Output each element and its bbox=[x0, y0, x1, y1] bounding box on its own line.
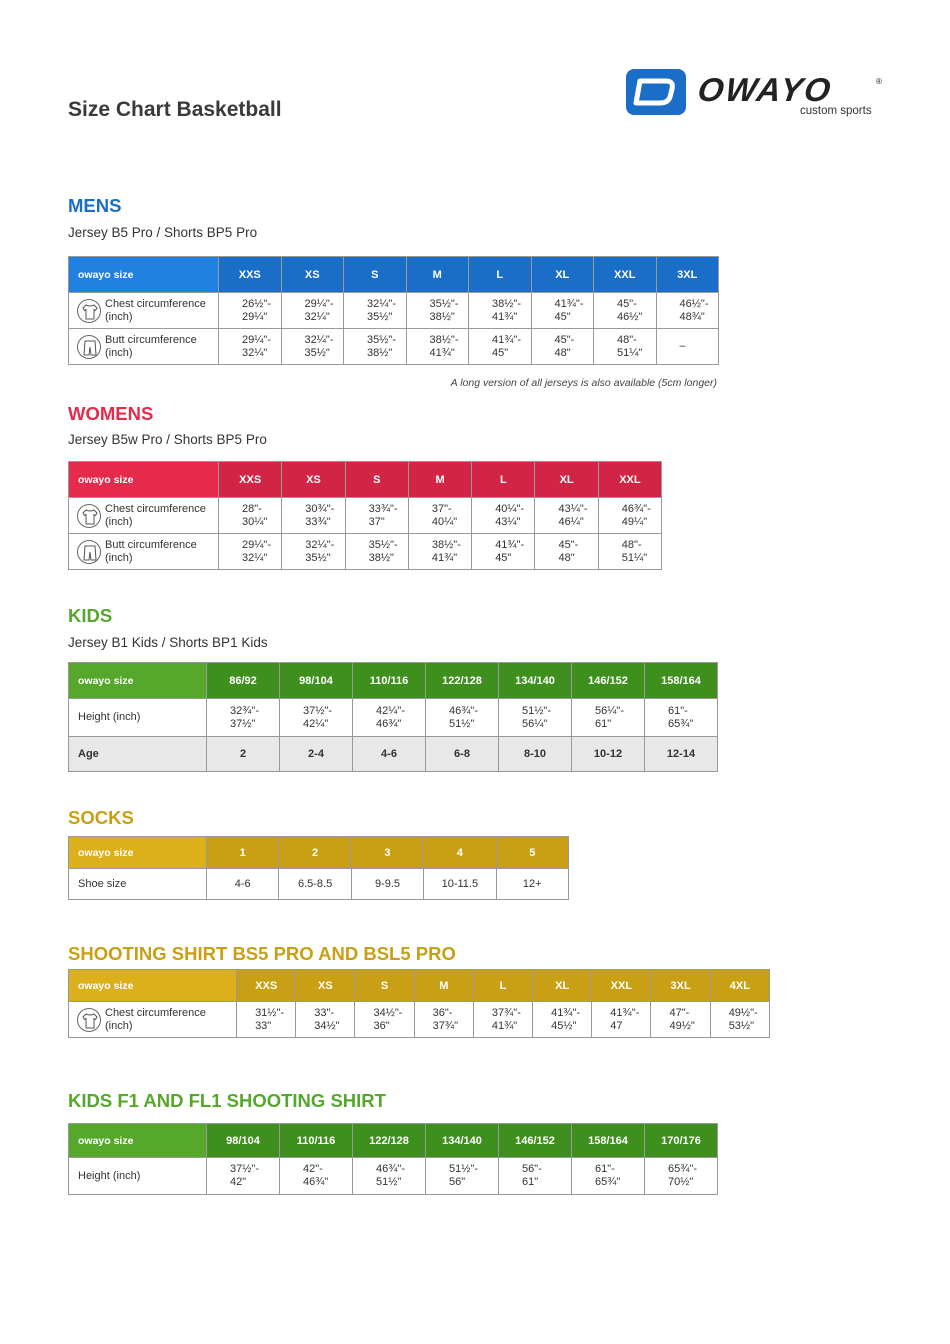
cell-line: 43¼" bbox=[495, 515, 521, 528]
size-cell bbox=[594, 293, 657, 329]
size-header: XS bbox=[296, 970, 355, 1002]
cell-line: 47"- bbox=[669, 1006, 690, 1019]
cell-line: 37½" bbox=[230, 717, 256, 730]
size-cell: 10-11.5 bbox=[424, 869, 496, 900]
cell-line: 34½" bbox=[314, 1019, 340, 1032]
size-cell bbox=[281, 293, 344, 329]
table-header-row bbox=[69, 837, 569, 869]
size-cell bbox=[594, 329, 657, 365]
cell-line: 35½"- bbox=[429, 297, 459, 310]
size-header: 122/128 bbox=[426, 663, 499, 699]
cell-line: 51½" bbox=[376, 1176, 402, 1188]
row-label-text bbox=[105, 334, 197, 360]
size-cell bbox=[426, 699, 499, 737]
size-header: 134/140 bbox=[426, 1124, 499, 1158]
size-header: 158/164 bbox=[572, 1124, 645, 1158]
cell-line: 61"- bbox=[595, 1163, 615, 1175]
row-label-text bbox=[105, 1007, 206, 1033]
size-header-label: owayo size bbox=[69, 970, 237, 1002]
size-cell bbox=[499, 699, 572, 737]
size-header: 3XL bbox=[656, 257, 719, 293]
cell-line: 45"- bbox=[554, 333, 575, 346]
cell-line: 37½"- bbox=[230, 1163, 259, 1175]
cell-line: 65¾" bbox=[668, 717, 694, 730]
cell-line: 32¼" bbox=[242, 551, 268, 564]
size-cell bbox=[473, 1002, 532, 1038]
row-label-text bbox=[105, 298, 206, 324]
table-header-row bbox=[69, 970, 770, 1002]
size-cell bbox=[533, 1002, 592, 1038]
cell-line: 33¾"- bbox=[368, 502, 398, 515]
size-cell bbox=[656, 293, 719, 329]
size-cell bbox=[656, 329, 719, 365]
cell-line: 51½" bbox=[449, 717, 475, 730]
size-cell bbox=[572, 1158, 645, 1195]
table-row bbox=[69, 1158, 718, 1195]
size-header: XXS bbox=[219, 257, 282, 293]
table-row bbox=[69, 869, 569, 900]
size-cell bbox=[414, 1002, 473, 1038]
row-label-line: Chest circumference bbox=[105, 1006, 206, 1019]
cell-line: 53½" bbox=[728, 1019, 755, 1032]
cell-line: 51½"- bbox=[449, 1163, 478, 1175]
size-header: 98/104 bbox=[280, 663, 353, 699]
jersey-icon bbox=[77, 504, 101, 528]
table-header-row bbox=[69, 663, 718, 699]
size-cell bbox=[355, 1002, 414, 1038]
size-cell: 12+ bbox=[496, 869, 568, 900]
cell-line: 42¼" bbox=[303, 717, 329, 730]
size-header: XS bbox=[281, 257, 344, 293]
size-cell bbox=[219, 498, 282, 534]
size-cell bbox=[408, 498, 471, 534]
age-cell: 2 bbox=[207, 737, 280, 772]
size-header: 158/164 bbox=[645, 663, 718, 699]
cell-line: 38½"- bbox=[492, 297, 521, 310]
kids-title: KIDS bbox=[68, 605, 113, 626]
cell-line: 51½"- bbox=[522, 704, 551, 717]
size-cell bbox=[280, 1158, 353, 1195]
size-header: M bbox=[414, 970, 473, 1002]
table-header-row bbox=[69, 257, 719, 293]
table-row bbox=[69, 534, 662, 570]
cell-line: 41¾"- bbox=[551, 1006, 581, 1019]
cell-line: 41¾" bbox=[492, 310, 518, 323]
size-cell bbox=[219, 293, 282, 329]
cell-line: 41¾"- bbox=[554, 297, 584, 310]
socks-size-table bbox=[68, 836, 569, 900]
size-cell bbox=[344, 293, 407, 329]
size-header-label: owayo size bbox=[69, 1124, 207, 1158]
size-header: 1 bbox=[207, 837, 279, 869]
cell-line: 32¼" bbox=[242, 346, 268, 359]
size-cell bbox=[535, 498, 598, 534]
cell-line: 41¾"- bbox=[495, 538, 525, 551]
row-label-line: (inch) bbox=[105, 346, 133, 359]
cell-line: 49½" bbox=[669, 1019, 695, 1032]
cell-line: 56¼"- bbox=[595, 704, 624, 717]
row-label: Height (inch) bbox=[69, 699, 207, 737]
jersey-icon bbox=[77, 299, 101, 323]
cell-line: 61"- bbox=[668, 704, 688, 717]
cell-line: 35½"- bbox=[367, 333, 396, 346]
mens-size-table bbox=[68, 256, 719, 365]
cell-line: 42"- bbox=[303, 1163, 323, 1175]
cell-line: 32¼"- bbox=[367, 297, 396, 310]
size-header: 2 bbox=[279, 837, 351, 869]
kids-subtitle: Jersey B1 Kids / Shorts BP1 Kids bbox=[68, 635, 268, 650]
size-header: 170/176 bbox=[645, 1124, 718, 1158]
size-cell bbox=[531, 329, 594, 365]
cell-line: 46¾"- bbox=[376, 1163, 405, 1175]
size-header-label: owayo size bbox=[69, 837, 207, 869]
size-header: 98/104 bbox=[207, 1124, 280, 1158]
cell-line: 46¾"- bbox=[449, 704, 478, 717]
cell-line: 32¾"- bbox=[230, 704, 259, 717]
size-cell bbox=[280, 699, 353, 737]
cell-line: 36" bbox=[373, 1019, 390, 1032]
size-cell bbox=[281, 329, 344, 365]
cell-line: 32¼" bbox=[304, 310, 330, 323]
row-label-line: (inch) bbox=[105, 1019, 133, 1032]
cell-line: 29¼"- bbox=[242, 333, 271, 346]
row-label-line: Chest circumference bbox=[105, 502, 206, 515]
cell-line: 56"- bbox=[522, 1163, 542, 1175]
cell-line: 51¼" bbox=[617, 346, 643, 359]
table-row bbox=[69, 329, 719, 365]
size-header-label: owayo size bbox=[69, 257, 219, 293]
cell-line: 49½"- bbox=[728, 1006, 758, 1019]
size-cell bbox=[207, 1158, 280, 1195]
size-header: 146/152 bbox=[572, 663, 645, 699]
cell-line: 49¼" bbox=[621, 515, 648, 528]
cell-line: 28"- bbox=[242, 502, 262, 515]
cell-line: 46¾"- bbox=[621, 502, 651, 515]
row-label bbox=[69, 293, 219, 329]
size-cell bbox=[353, 1158, 426, 1195]
table-header-row bbox=[69, 462, 662, 498]
row-label: Height (inch) bbox=[69, 1158, 207, 1195]
size-cell bbox=[406, 329, 469, 365]
cell-line: 37½"- bbox=[303, 704, 332, 717]
cell-line: 56¼" bbox=[522, 717, 548, 730]
cell-line: 38½" bbox=[429, 310, 455, 323]
cell-line: 45" bbox=[554, 310, 571, 323]
womens-size-table bbox=[68, 461, 662, 570]
size-header-label: owayo size bbox=[69, 462, 219, 498]
size-header: XL bbox=[535, 462, 598, 498]
size-cell bbox=[282, 534, 345, 570]
size-cell: 6.5-8.5 bbox=[279, 869, 351, 900]
cell-line: 43¼"- bbox=[558, 502, 588, 515]
size-header: 122/128 bbox=[353, 1124, 426, 1158]
size-header: S bbox=[345, 462, 408, 498]
jersey-icon bbox=[77, 1008, 101, 1032]
cell-line: 35½" bbox=[304, 346, 330, 359]
size-header: 86/92 bbox=[207, 663, 280, 699]
cell-line: 33" bbox=[255, 1019, 272, 1032]
cell-line: 30¼" bbox=[242, 515, 268, 528]
table-row bbox=[69, 699, 718, 737]
cell-line: 35½" bbox=[367, 310, 393, 323]
cell-line: 38½"- bbox=[429, 333, 459, 346]
socks-title: SOCKS bbox=[68, 807, 134, 828]
cell-line: 56" bbox=[449, 1176, 466, 1188]
size-cell bbox=[645, 699, 718, 737]
kids-size-table bbox=[68, 662, 718, 772]
size-header: 134/140 bbox=[499, 663, 572, 699]
size-cell bbox=[345, 498, 408, 534]
shorts-icon bbox=[77, 335, 101, 359]
age-cell: 12-14 bbox=[645, 737, 718, 772]
cell-line: 29¼"- bbox=[242, 538, 271, 551]
size-header: XXL bbox=[592, 970, 651, 1002]
cell-line: 45" bbox=[492, 346, 509, 359]
cell-line: 35½" bbox=[305, 551, 331, 564]
cell-line: 31½"- bbox=[255, 1006, 285, 1019]
size-cell bbox=[237, 1002, 296, 1038]
size-cell bbox=[408, 534, 471, 570]
table-row bbox=[69, 737, 718, 772]
cell-line: 41¾" bbox=[431, 551, 458, 564]
cell-line: 37"- bbox=[431, 502, 452, 515]
cell-line: 48" bbox=[554, 346, 571, 359]
size-cell bbox=[472, 534, 535, 570]
cell-line: 42" bbox=[230, 1176, 247, 1188]
owayo-logo bbox=[626, 69, 886, 121]
size-cell bbox=[535, 534, 598, 570]
shorts-icon bbox=[77, 540, 101, 564]
mens-note: A long version of all jerseys is also available (5cm longer) bbox=[450, 377, 717, 389]
page-title: Size Chart Basketball bbox=[68, 98, 282, 121]
size-cell bbox=[499, 1158, 572, 1195]
table-header-row bbox=[69, 1124, 718, 1158]
cell-line: 32¼"- bbox=[305, 538, 335, 551]
cell-line: 34½"- bbox=[373, 1006, 403, 1019]
age-cell: 4-6 bbox=[353, 737, 426, 772]
size-cell bbox=[592, 1002, 651, 1038]
size-cell bbox=[645, 1158, 718, 1195]
cell-line: 48" bbox=[558, 551, 575, 564]
table-row bbox=[69, 1002, 770, 1038]
row-label bbox=[69, 498, 219, 534]
cell-line: 45"- bbox=[558, 538, 579, 551]
row-label: Age bbox=[69, 737, 207, 772]
size-header: 146/152 bbox=[499, 1124, 572, 1158]
size-cell bbox=[710, 1002, 769, 1038]
cell-line: 46¾" bbox=[303, 1176, 329, 1188]
cell-line: 29¼" bbox=[242, 310, 268, 323]
size-header: S bbox=[344, 257, 407, 293]
shooting-size-table bbox=[68, 969, 770, 1038]
cell-line: 37¾"- bbox=[491, 1006, 521, 1019]
cell-line: 45"- bbox=[617, 297, 637, 310]
row-label-text bbox=[105, 539, 197, 565]
cell-line: 35½"- bbox=[368, 538, 398, 551]
size-header: 4XL bbox=[710, 970, 769, 1002]
size-header: 4 bbox=[424, 837, 496, 869]
size-cell bbox=[219, 329, 282, 365]
logo-tagline: custom sports bbox=[800, 105, 872, 117]
size-header: XL bbox=[533, 970, 592, 1002]
mens-subtitle: Jersey B5 Pro / Shorts BP5 Pro bbox=[68, 225, 258, 240]
size-cell bbox=[598, 534, 661, 570]
size-cell: 9-9.5 bbox=[351, 869, 423, 900]
cell-line: 51¼" bbox=[621, 551, 648, 564]
age-cell: 6-8 bbox=[426, 737, 499, 772]
row-label-line: Chest circumference bbox=[105, 297, 206, 310]
size-cell bbox=[469, 293, 532, 329]
cell-line: 47 bbox=[610, 1019, 623, 1032]
cell-line: 61" bbox=[522, 1176, 539, 1188]
size-cell bbox=[472, 498, 535, 534]
cell-line: 37" bbox=[368, 515, 385, 528]
row-label-line: (inch) bbox=[105, 515, 133, 528]
cell-line: 38½" bbox=[367, 346, 393, 359]
cell-line: 29¼"- bbox=[304, 297, 334, 310]
cell-line: 61" bbox=[595, 717, 612, 730]
cell-line: 38½"- bbox=[431, 538, 461, 551]
cell-line: 70½" bbox=[668, 1176, 694, 1188]
size-cell bbox=[531, 293, 594, 329]
cell-line: 40¼"- bbox=[495, 502, 525, 515]
size-header: XXS bbox=[219, 462, 282, 498]
cell-line: 26½"- bbox=[242, 297, 271, 310]
size-cell bbox=[651, 1002, 710, 1038]
cell-line: 38½" bbox=[368, 551, 394, 564]
age-cell: 8-10 bbox=[499, 737, 572, 772]
row-label-line: (inch) bbox=[105, 310, 133, 323]
mens-title: MENS bbox=[68, 195, 122, 216]
size-header: XL bbox=[531, 257, 594, 293]
cell-line: 37¾" bbox=[432, 1019, 458, 1032]
shooting-title: SHOOTING SHIRT BS5 PRO AND BSL5 PRO bbox=[68, 943, 456, 964]
cell-line: 65¾" bbox=[595, 1176, 621, 1188]
size-header: XXS bbox=[237, 970, 296, 1002]
size-cell bbox=[219, 534, 282, 570]
row-label bbox=[69, 329, 219, 365]
cell-line: 48"- bbox=[617, 333, 637, 346]
size-header: 3XL bbox=[651, 970, 710, 1002]
row-label-text bbox=[105, 503, 206, 529]
size-header: XXL bbox=[594, 257, 657, 293]
size-cell bbox=[406, 293, 469, 329]
size-header: 3 bbox=[351, 837, 423, 869]
kids-shooting-size-table bbox=[68, 1123, 718, 1195]
womens-subtitle: Jersey B5w Pro / Shorts BP5 Pro bbox=[68, 432, 267, 447]
cell-line: 45½" bbox=[551, 1019, 577, 1032]
size-header: 5 bbox=[496, 837, 568, 869]
row-label-line: Butt circumference bbox=[105, 538, 197, 551]
logo-mark-icon bbox=[626, 69, 686, 115]
size-header: 110/116 bbox=[353, 663, 426, 699]
cell-line: 46½" bbox=[617, 310, 643, 323]
size-cell bbox=[282, 498, 345, 534]
cell-line: 41¾" bbox=[491, 1019, 518, 1032]
table-row bbox=[69, 498, 662, 534]
cell-line: 33¾" bbox=[305, 515, 331, 528]
age-cell: 2-4 bbox=[280, 737, 353, 772]
logo-registered: ® bbox=[876, 77, 882, 86]
row-label: Shoe size bbox=[69, 869, 207, 900]
row-label bbox=[69, 1002, 237, 1038]
size-cell bbox=[207, 699, 280, 737]
size-header: M bbox=[408, 462, 471, 498]
cell-line: 48"- bbox=[621, 538, 642, 551]
size-cell bbox=[469, 329, 532, 365]
cell-line: 41¾" bbox=[429, 346, 455, 359]
cell-line: 42¼"- bbox=[376, 704, 405, 717]
size-header: L bbox=[473, 970, 532, 1002]
size-cell bbox=[572, 699, 645, 737]
size-cell: 4-6 bbox=[207, 869, 279, 900]
size-header: L bbox=[472, 462, 535, 498]
logo-wordmark: OWAYO bbox=[695, 71, 835, 108]
cell-line: 32¼"- bbox=[304, 333, 334, 346]
age-cell: 10-12 bbox=[572, 737, 645, 772]
row-label-line: (inch) bbox=[105, 551, 133, 564]
cell-line: 46½"- bbox=[679, 297, 709, 310]
womens-title: WOMENS bbox=[68, 403, 154, 424]
cell-line: 41¾"- bbox=[610, 1006, 640, 1019]
kids-shooting-title: KIDS F1 AND FL1 SHOOTING SHIRT bbox=[68, 1090, 386, 1111]
cell-line: – bbox=[679, 340, 686, 352]
size-header: L bbox=[469, 257, 532, 293]
size-cell bbox=[598, 498, 661, 534]
size-header: M bbox=[406, 257, 469, 293]
cell-line: 40¼" bbox=[431, 515, 458, 528]
size-header-label: owayo size bbox=[69, 663, 207, 699]
cell-line: 45" bbox=[495, 551, 512, 564]
size-header: 110/116 bbox=[280, 1124, 353, 1158]
size-cell bbox=[426, 1158, 499, 1195]
row-label-line: Butt circumference bbox=[105, 333, 197, 346]
cell-line: 65¾"- bbox=[668, 1163, 697, 1175]
cell-line: 30¾"- bbox=[305, 502, 335, 515]
cell-line: 33"- bbox=[314, 1006, 335, 1019]
size-cell bbox=[344, 329, 407, 365]
cell-line: 36"- bbox=[432, 1006, 453, 1019]
size-header: XXL bbox=[598, 462, 661, 498]
size-cell bbox=[353, 699, 426, 737]
size-header: S bbox=[355, 970, 414, 1002]
size-header: XS bbox=[282, 462, 345, 498]
size-cell bbox=[296, 1002, 355, 1038]
size-cell bbox=[345, 534, 408, 570]
cell-line: 48¾" bbox=[679, 310, 705, 323]
cell-line: 41¾"- bbox=[492, 333, 521, 346]
cell-line: 46¾" bbox=[376, 717, 402, 730]
cell-line: 46¼" bbox=[558, 515, 584, 528]
row-label bbox=[69, 534, 219, 570]
table-row bbox=[69, 293, 719, 329]
